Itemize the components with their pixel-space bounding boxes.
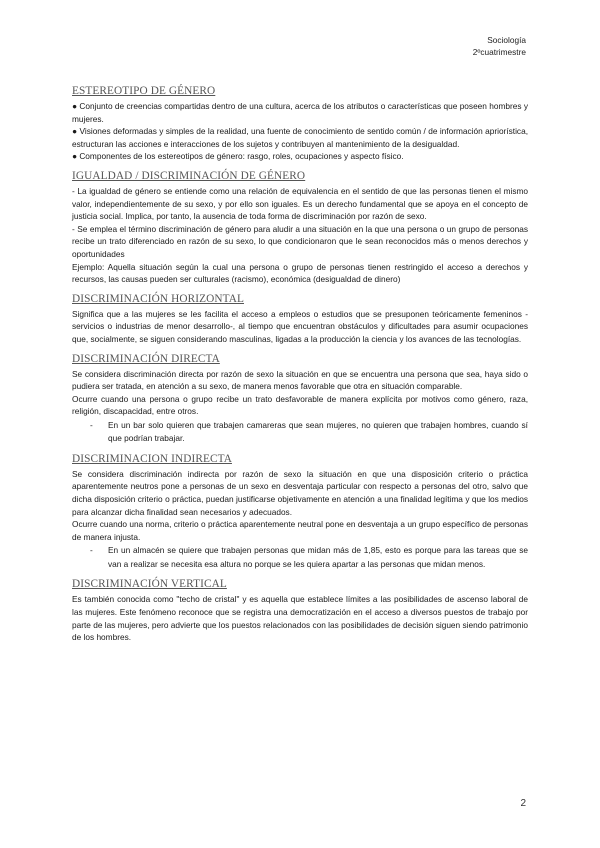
section-vertical: [72, 577, 528, 643]
paragraph: Significa que a las mujeres se les facilita el acceso a empleos o estudios que se presuponen teóricamente femeninos -servicios o industrias de menor desarrollo-, al tiempo que encuentran obstáculos y dificultades para asumir ocupaciones que, socialmente, se siguen considerando masculinas, ligadas a la producción la ciencia y los avances de las tecnologías.: [72, 308, 528, 344]
bullet-line: ● Visiones deformadas y simples de la realidad, una fuente de conocimiento de sentido común / de información apriorística, estructuran las acciones e interacciones de los sujetos y contribuyen al mantenimiento de la desigualdad.: [72, 126, 528, 149]
document-body: [72, 84, 528, 650]
section-igualdad: [72, 169, 528, 286]
paragraph: Se considera discriminación indirecta por razón de sexo la situación en que una disposición criterio o práctica aparentemente neutros pone a personas de un sexo en desventaja particular con respecto a personas del otro, salvo que dicha disposición criterio o práctica, puedan justificarse objetivamente en atención a una finalidad legítima y que los medios para alcanzar dicha finalidad sean necesarios y adecuados.: [72, 468, 528, 517]
paragraph: - Se emplea el término discriminación de género para aludir a una situación en la que una persona o un grupo de personas recibe un trato diferenciado en razón de su sexo, lo que condicionaron que le sean reconocidos más o menos derechos y oportunidades: [72, 223, 528, 259]
dash-marker: -: [90, 545, 93, 556]
bullet-line: ● Componentes de los estereotipos de género: rasgo, roles, ocupaciones y aspecto físico.: [72, 151, 404, 162]
section-title-estereotipo: ESTEREOTIPO DE GÉNERO: [72, 85, 216, 97]
section-title-igualdad: IGUALDAD / DISCRIMINACIÓN DE GÉNERO: [72, 169, 306, 182]
header-subject: Sociología: [487, 35, 526, 45]
example-text: En un almacén se quiere que trabajen personas que midan más de 1,85, esto es porque para las tareas que se van a realizar se necesita esa altura no porque se les quiera apartar a las personas que midan menos.: [108, 545, 528, 569]
header-term: 2ºcuatrimestre: [472, 47, 526, 57]
example-text: En un bar solo quieren que trabajen camareras que sean mujeres, no quieren que trabajen hombres, cuando sí que podrían trabajar.: [108, 419, 528, 444]
section-estereotipo: [72, 84, 528, 163]
example-item: [72, 419, 528, 446]
section-title-directa: DISCRIMINACIÓN DIRECTA: [72, 352, 220, 365]
paragraph: Ejemplo: Aquella situación según la cual una persona o grupo de personas tienen restringido el acceso a derechos y recursos, las causas pueden ser culturales (racismo), económica (desigualdad de dinero): [72, 261, 528, 285]
paragraph: - La igualdad de género se entiende como una relación de equivalencia en el sentido de que las personas tienen el mismo valor, independientemente de su sexo, y por ello son iguales. Es un derecho fundamental que se apoya en el concepto de justicia social. Implica, por tanto, la ausencia de toda forma de discriminación por razón de sexo.: [72, 185, 528, 222]
section-indirecta: [72, 452, 528, 572]
section-horizontal: [72, 292, 528, 346]
section-directa: [72, 352, 528, 446]
section-title-horizontal: DISCRIMINACIÓN HORIZONTAL: [72, 292, 244, 305]
section-title-indirecta: DISCRIMINACION INDIRECTA: [72, 452, 232, 465]
paragraph: Ocurre cuando una norma, criterio o práctica aparentemente neutral pone en desventaja a un grupo específico de personas de manera injusta.: [72, 519, 528, 542]
paragraph: Es también conocida como "techo de cristal" y es aquella que establece límites a las posibilidades de ascenso laboral de las mujeres. Este fenómeno reconoce que se registra una democratización en el acceso a diversos puestos de trabajo por parte de las mujeres, pero advierte que los puestos relacionados con las posibilidades de decisión siguen siendo patrimonio de los hombres.: [72, 594, 528, 643]
page-number: 2: [520, 798, 526, 809]
example-item: [72, 544, 528, 571]
section-title-vertical: DISCRIMINACIÓN VERTICAL: [72, 578, 227, 591]
paragraph: Se considera discriminación directa por razón de sexo la situación en que se encuentra una persona que sea, haya sido o pudiera ser tratada, en atención a su sexo, de manera menos favorable que otra en situación comparable.: [72, 368, 528, 392]
page-header: [473, 34, 526, 58]
paragraph: Ocurre cuando una persona o grupo recibe un trato desfavorable de manera explícita por motivos como género, raza, religión, discapacidad, entre otros.: [72, 393, 528, 417]
dash-marker: -: [90, 419, 93, 430]
bullet-line: ● Conjunto de creencias compartidas dentro de una cultura, acerca de los atributos o características que poseen hombres y mujeres.: [72, 101, 528, 124]
